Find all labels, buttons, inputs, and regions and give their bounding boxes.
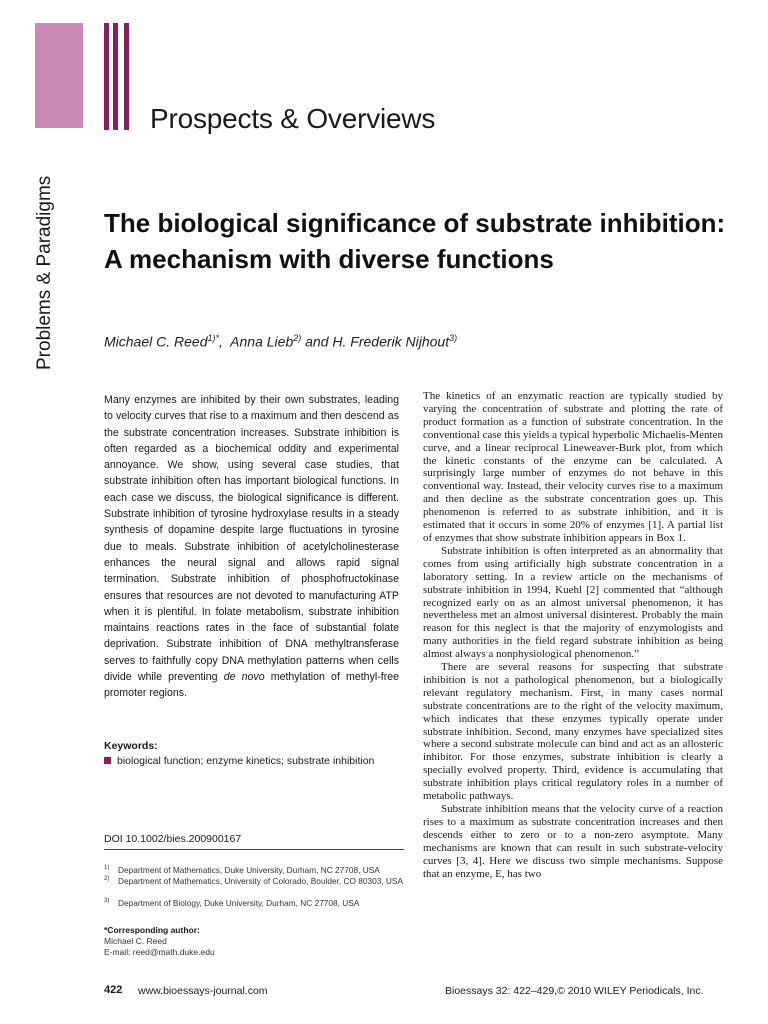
page-number: 422 <box>104 984 123 996</box>
author-separator: and <box>301 333 333 350</box>
author-list <box>104 333 457 350</box>
body-paragraph: Substrate inhibition means that the velocity curve of a reaction rises to a maximum as substrate concentration increases and then descends either to zero or to a non-zero asymptote. Many mechanisms are known that can result in such substrate-velocity curves [3, 4]. Here we discuss two simple mechanisms. Suppose that an enzyme, E, has two <box>423 803 723 880</box>
keywords-heading: Keywords: <box>104 740 158 752</box>
side-category-label: Problems & Paradigms <box>34 175 55 370</box>
author-affiliation-mark: 2) <box>293 333 302 343</box>
header-accent-bar <box>113 23 118 130</box>
abstract-text-end: methylation of methyl-free promoter regions. <box>104 671 400 700</box>
keyword-bullet-icon <box>104 757 111 764</box>
affiliation <box>104 898 404 909</box>
affiliation-text: Department of Biology, Duke University, Durham, NC 27708, USA <box>118 898 360 908</box>
abstract <box>104 392 399 702</box>
affiliation-text: Department of Mathematics, Duke University, Durham, NC 27708, USA <box>118 865 380 875</box>
author-affiliation-mark: 3) <box>449 333 458 343</box>
affiliation-number: 1) <box>104 865 110 871</box>
affiliation <box>104 876 404 887</box>
author-name: Anna Lieb <box>230 333 294 350</box>
affiliation <box>104 865 404 876</box>
affiliation-number: 2) <box>104 876 110 882</box>
header-accent-bar <box>104 23 109 130</box>
journal-citation: Bioessays 32: 422–429,© 2010 WILEY Periodicals, Inc. <box>445 985 704 997</box>
doi-link[interactable]: DOI 10.1002/bies.200900167 <box>104 833 242 845</box>
body-paragraph: The kinetics of an enzymatic reaction are typically studied by varying the concentration of substrate and plotting the rate of product formation as a function of substrate concentration. In the conventional case this yields a typical hyperbolic Michaelis-Menten curve, and a linear reciprocal Lineweaver-Burk plot, from which the kinetic constants of the enzyme can be calculated. A surprisingly large number of enzymes do not behave in this conventional way. Instead, their velocity curves rise to a maximum and then decline as the substrate concentration goes up. This phenomenon is referred to as substrate inhibition, and it is estimated that it occurs in some 20% of enzymes [1]. A partial list of enzymes that show substrate inhibition appears in Box 1. <box>423 390 723 544</box>
body-paragraph: There are several reasons for suspecting that substrate inhibition is not a pathological phenomenon, but a biologically relevant regulatory mechanism. First, in many cases normal substrate concentrations are to the right of the velocity maximum, which indicates that these enzymes typically operate under substrate inhibition. Second, many enzymes have specialized sites where a second substrate molecule can bind and act as an allosteric inhibitor. For those enzymes, substrate inhibition is clearly a specially evolved property. Third, evidence is accumulating that substrate inhibition plays critical regulatory roles in a number of metabolic pathways. <box>423 661 723 803</box>
article-title: The biological significance of substrate inhibition: A mechanism with diverse functions <box>104 208 726 274</box>
abstract-text: Many enzymes are inhibited by their own substrates, leading to velocity curves that rise to a maximum and then descend as the substrate concentration increases. Substrate inhibition is often regarded as a biochemical oddity and experimental annoyance. We show, using several case studies, that substrate inhibition often has important biological functions. In each case we discuss, the biological significance is different. Substrate inhibition of tyrosine hydroxylase results in a steady synthesis of dopamine despite large fluctuations in tyrosine due to meals. Substrate inhibition of acetylcholinesterase enhances the neural signal and allows rapid signal termination. Substrate inhibition of phosphofructokinase ensures that resources are not devoted to manufacturing ATP when it is plentiful. In folate metabolism, substrate inhibition maintains reactions rates in the face of substantial folate deprivation. Substrate inhibition of DNA methyltransferase serves to faithfully copy DNA methylation patterns when cells divide while preventing <box>104 394 399 684</box>
corresponding-author-heading: *Corresponding author: <box>104 925 200 935</box>
author-name: Michael C. Reed <box>104 333 208 350</box>
author-name: H. Frederik Nijhout <box>332 333 450 350</box>
section-label: Prospects & Overviews <box>150 103 436 134</box>
abstract-emphasis: de novo <box>223 671 265 684</box>
corresponding-author-name: Michael C. Reed <box>104 936 167 946</box>
header-accent-bar <box>124 23 129 130</box>
keywords-line <box>104 755 374 767</box>
keywords-text: biological function; enzyme kinetics; substrate inhibition <box>117 755 375 767</box>
affiliation-text: Department of Mathematics, University of Colorado, Boulder, CO 80303, USA <box>118 876 403 886</box>
author-affiliation-mark: 1)* <box>207 333 220 343</box>
author-separator: , <box>219 333 231 350</box>
affiliation-number: 3) <box>104 898 110 904</box>
doi-divider <box>104 849 404 850</box>
body-paragraph: Substrate inhibition is often interpreted as an abnormality that comes from using artificially high substrate concentration in a laboratory setting. In a review article on the mechanisms of substrate inhibition in 1994, Kuehl [2] commented that “although recognized early on as an almost universal phenomenon, it has nevertheless met an almost universal disinterest. Probably the main reason for this neglect is that the majority of enzymologists and many authorities in the field regard substrate inhibition as being almost always a nonphysiological phenomenon.” <box>423 544 723 661</box>
body-text <box>423 390 723 880</box>
corresponding-author-email[interactable]: E-mail: reed@math.duke.edu <box>104 947 215 957</box>
journal-url-link[interactable]: www.bioessays-journal.com <box>138 985 268 997</box>
section-color-block <box>35 23 83 128</box>
